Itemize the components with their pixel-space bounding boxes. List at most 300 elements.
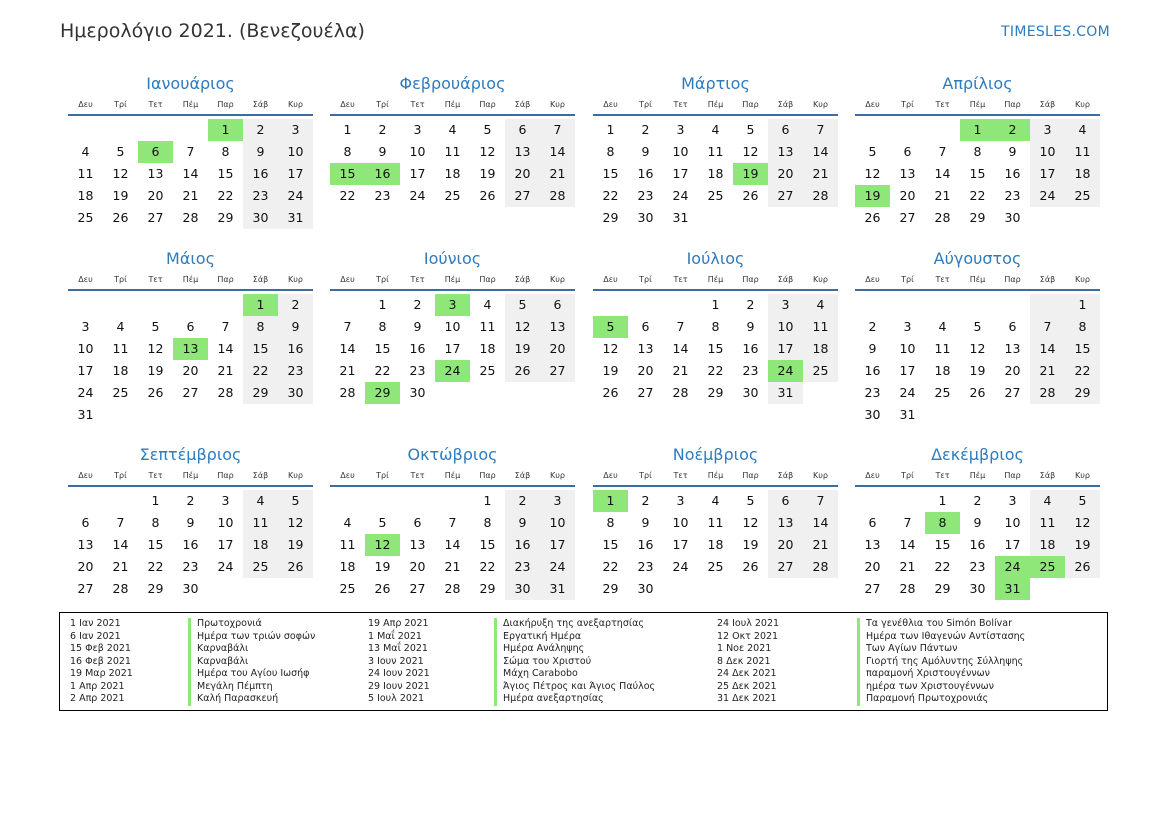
legend-holiday-name: παραμονή Χριστουγέννων bbox=[857, 668, 1025, 681]
day-cell: 29 bbox=[969, 210, 986, 225]
month-block bbox=[68, 247, 313, 426]
empty-cell bbox=[995, 294, 1030, 316]
day-cell: 20 bbox=[505, 163, 540, 185]
weekday-label: Δευ bbox=[603, 275, 618, 284]
day-cell: 31 bbox=[899, 407, 916, 422]
day-cell: 29 bbox=[602, 581, 619, 596]
day-cell: 15 bbox=[1065, 338, 1100, 360]
day-cell: 22 bbox=[339, 188, 356, 203]
legend-date: 1 Απρ 2021 bbox=[70, 680, 125, 692]
day-cell: 14 bbox=[540, 141, 575, 163]
day-grid bbox=[68, 487, 313, 600]
day-cell: 13 bbox=[768, 141, 803, 163]
weekday-label: Παρ bbox=[217, 275, 234, 284]
day-cell: 6 bbox=[1008, 319, 1017, 334]
day-cell: 5 bbox=[278, 490, 313, 512]
legend-holiday-name: Ημέρα του Αγίου Ιωσήφ bbox=[188, 668, 315, 681]
month-block bbox=[330, 443, 575, 600]
empty-cell bbox=[365, 490, 400, 512]
legend-date: 1 Μαΐ 2021 bbox=[368, 630, 422, 642]
legend-holiday-name: Παραμονή Πρωτοχρονιάς bbox=[857, 693, 1025, 706]
day-cell: 10 bbox=[217, 515, 234, 530]
holiday-day-cell: 3 bbox=[435, 294, 470, 316]
day-cell: 13 bbox=[147, 166, 164, 181]
day-cell: 18 bbox=[1030, 534, 1065, 556]
brand-link[interactable]: TIMESLES.COM bbox=[1001, 24, 1110, 40]
day-cell: 23 bbox=[742, 363, 759, 378]
holiday-day-cell: 1 bbox=[593, 490, 628, 512]
day-cell: 28 bbox=[899, 581, 916, 596]
legend-date: 3 Ιουν 2021 bbox=[368, 655, 424, 667]
day-cell: 2 bbox=[746, 297, 755, 312]
day-cell: 4 bbox=[803, 294, 838, 316]
day-cell: 19 bbox=[479, 166, 496, 181]
day-cell: 3 bbox=[676, 122, 685, 137]
day-cell: 23 bbox=[182, 559, 199, 574]
weekday-label: Τετ bbox=[935, 471, 950, 480]
day-cell: 27 bbox=[1004, 385, 1021, 400]
weekday-label: Τρί bbox=[901, 471, 914, 480]
holiday-day-cell: 1 bbox=[208, 119, 243, 141]
day-cell: 4 bbox=[483, 297, 492, 312]
legend-date: 1 Νοε 2021 bbox=[717, 643, 772, 654]
holiday-day-cell: 13 bbox=[173, 338, 208, 360]
weekday-header bbox=[855, 96, 1100, 116]
empty-cell bbox=[855, 294, 890, 316]
month-name: Δεκέμβριος bbox=[931, 445, 1024, 464]
day-cell: 7 bbox=[343, 319, 352, 334]
day-cell: 19 bbox=[969, 363, 986, 378]
day-cell: 27 bbox=[637, 385, 654, 400]
day-cell: 4 bbox=[711, 122, 720, 137]
month-block bbox=[68, 72, 313, 229]
day-cell: 24 bbox=[899, 385, 916, 400]
day-cell: 4 bbox=[711, 493, 720, 508]
day-cell: 25 bbox=[934, 385, 951, 400]
day-cell: 24 bbox=[217, 559, 234, 574]
weekday-label: Σάβ bbox=[514, 471, 531, 480]
day-cell: 16 bbox=[182, 537, 199, 552]
day-cell: 28 bbox=[339, 385, 356, 400]
day-cell: 7 bbox=[221, 319, 230, 334]
day-cell: 2 bbox=[378, 122, 387, 137]
weekday-label: Τετ bbox=[148, 100, 163, 109]
day-cell: 27 bbox=[768, 556, 803, 578]
holiday-day-cell: 8 bbox=[925, 512, 960, 534]
day-cell: 29 bbox=[243, 382, 278, 404]
day-cell: 4 bbox=[343, 515, 352, 530]
day-cell: 31 bbox=[77, 407, 94, 422]
day-cell: 11 bbox=[707, 515, 724, 530]
weekday-label: Παρ bbox=[479, 471, 496, 480]
weekday-label: Τρί bbox=[376, 471, 389, 480]
weekday-label: Πέμ bbox=[707, 275, 724, 284]
weekday-label: Κυρ bbox=[813, 100, 828, 109]
day-cell: 7 bbox=[676, 319, 685, 334]
holiday-day-cell: 19 bbox=[733, 163, 768, 185]
weekday-label: Τετ bbox=[935, 275, 950, 284]
weekday-label: Κυρ bbox=[1075, 100, 1090, 109]
weekday-label: Κυρ bbox=[550, 471, 565, 480]
holiday-day-cell: 12 bbox=[365, 534, 400, 556]
weekday-label: Τρί bbox=[114, 471, 127, 480]
day-cell: 8 bbox=[1065, 316, 1100, 338]
weekday-label: Κυρ bbox=[550, 100, 565, 109]
day-cell: 8 bbox=[378, 319, 387, 334]
holiday-legend bbox=[59, 612, 1108, 711]
day-cell: 3 bbox=[221, 493, 230, 508]
day-cell: 26 bbox=[278, 556, 313, 578]
holiday-day-cell: 25 bbox=[1030, 556, 1065, 578]
day-cell: 20 bbox=[864, 559, 881, 574]
day-cell: 26 bbox=[602, 385, 619, 400]
day-cell: 10 bbox=[768, 316, 803, 338]
weekday-label: Κυρ bbox=[288, 471, 303, 480]
day-cell: 21 bbox=[803, 163, 838, 185]
weekday-label: Σάβ bbox=[1039, 275, 1056, 284]
weekday-label: Πέμ bbox=[969, 275, 986, 284]
weekday-label: Πέμ bbox=[707, 100, 724, 109]
weekday-label: Τρί bbox=[639, 100, 652, 109]
legend-date: 8 Δεκ 2021 bbox=[717, 655, 771, 667]
day-cell: 24 bbox=[278, 185, 313, 207]
day-cell: 25 bbox=[707, 559, 724, 574]
day-cell: 29 bbox=[147, 581, 164, 596]
day-cell: 29 bbox=[217, 210, 234, 225]
day-cell: 18 bbox=[339, 559, 356, 574]
day-cell: 19 bbox=[602, 363, 619, 378]
day-cell: 28 bbox=[540, 185, 575, 207]
day-cell: 15 bbox=[707, 341, 724, 356]
day-cell: 18 bbox=[707, 166, 724, 181]
day-cell: 31 bbox=[278, 207, 313, 229]
legend-date: 1 Ιαν 2021 bbox=[70, 618, 121, 629]
legend-holiday-name: Ημέρα των Ιθαγενών Αντίστασης bbox=[857, 631, 1025, 644]
day-cell: 9 bbox=[505, 512, 540, 534]
weekday-header bbox=[330, 96, 575, 116]
legend-date: 24 Ιουν 2021 bbox=[368, 668, 430, 679]
day-cell: 13 bbox=[505, 141, 540, 163]
weekday-label: Σάβ bbox=[777, 275, 794, 284]
day-cell: 1 bbox=[938, 493, 947, 508]
weekday-label: Πέμ bbox=[444, 100, 461, 109]
legend-holiday-name: Σώμα του Χριστού bbox=[494, 656, 655, 669]
day-grid bbox=[855, 487, 1100, 600]
day-cell: 12 bbox=[742, 144, 759, 159]
day-cell: 26 bbox=[147, 385, 164, 400]
day-cell: 22 bbox=[707, 363, 724, 378]
day-cell: 1 bbox=[1065, 294, 1100, 316]
day-cell: 9 bbox=[278, 316, 313, 338]
day-cell: 8 bbox=[483, 515, 492, 530]
day-cell: 23 bbox=[409, 363, 426, 378]
day-cell: 3 bbox=[81, 319, 90, 334]
day-cell: 13 bbox=[768, 512, 803, 534]
day-cell: 7 bbox=[448, 515, 457, 530]
weekday-label: Τρί bbox=[376, 275, 389, 284]
day-cell: 10 bbox=[278, 141, 313, 163]
day-cell: 11 bbox=[339, 537, 356, 552]
day-cell: 4 bbox=[1030, 490, 1065, 512]
month-block bbox=[593, 247, 838, 404]
day-cell: 27 bbox=[899, 210, 916, 225]
weekday-label: Δευ bbox=[865, 471, 880, 480]
day-cell: 21 bbox=[182, 188, 199, 203]
day-cell: 6 bbox=[413, 515, 422, 530]
legend-date: 13 Μαΐ 2021 bbox=[368, 643, 428, 654]
legend-holiday-name: Άγιος Πέτρος και Άγιος Παύλος bbox=[494, 681, 655, 694]
weekday-label: Πέμ bbox=[444, 275, 461, 284]
day-cell: 13 bbox=[1004, 341, 1021, 356]
day-cell: 1 bbox=[483, 493, 492, 508]
weekday-label: Πέμ bbox=[707, 471, 724, 480]
day-cell: 8 bbox=[243, 316, 278, 338]
day-cell: 4 bbox=[243, 490, 278, 512]
month-name: Ιανουάριος bbox=[146, 74, 235, 93]
day-cell: 14 bbox=[182, 166, 199, 181]
day-cell: 11 bbox=[479, 319, 496, 334]
day-cell: 5 bbox=[151, 319, 160, 334]
day-cell: 25 bbox=[707, 188, 724, 203]
day-cell: 24 bbox=[540, 556, 575, 578]
day-cell: 25 bbox=[112, 385, 129, 400]
month-block bbox=[330, 72, 575, 207]
day-cell: 28 bbox=[112, 581, 129, 596]
day-cell: 9 bbox=[973, 515, 982, 530]
day-cell: 18 bbox=[77, 188, 94, 203]
day-cell: 21 bbox=[672, 363, 689, 378]
day-cell: 17 bbox=[672, 537, 689, 552]
day-cell: 9 bbox=[641, 515, 650, 530]
month-name: Νοέμβριος bbox=[672, 445, 759, 464]
month-block bbox=[330, 247, 575, 404]
empty-cell bbox=[68, 294, 103, 316]
day-cell: 27 bbox=[540, 360, 575, 382]
holiday-day-cell: 31 bbox=[995, 578, 1030, 600]
empty-cell bbox=[628, 294, 663, 316]
day-cell: 3 bbox=[903, 319, 912, 334]
day-cell: 8 bbox=[711, 319, 720, 334]
day-grid bbox=[330, 116, 575, 207]
legend-date: 16 Φεβ 2021 bbox=[70, 655, 131, 667]
day-cell: 26 bbox=[1065, 556, 1100, 578]
day-cell: 16 bbox=[969, 537, 986, 552]
weekday-label: Παρ bbox=[1004, 100, 1021, 109]
legend-date: 24 Ιουλ 2021 bbox=[717, 618, 780, 629]
day-cell: 12 bbox=[278, 512, 313, 534]
day-cell: 30 bbox=[637, 581, 654, 596]
day-cell: 6 bbox=[81, 515, 90, 530]
day-cell: 26 bbox=[505, 360, 540, 382]
page-title: Ημερολόγιο 2021. (Βενεζουέλα) bbox=[60, 20, 365, 42]
day-cell: 8 bbox=[606, 144, 615, 159]
weekday-label: Τετ bbox=[410, 275, 425, 284]
empty-cell bbox=[400, 490, 435, 512]
empty-cell bbox=[103, 119, 138, 141]
day-cell: 20 bbox=[768, 163, 803, 185]
day-cell: 8 bbox=[973, 144, 982, 159]
weekday-label: Δευ bbox=[340, 275, 355, 284]
day-cell: 12 bbox=[864, 166, 881, 181]
legend-date: 19 Απρ 2021 bbox=[368, 618, 429, 629]
month-name: Απρίλιος bbox=[942, 74, 1013, 93]
day-cell: 12 bbox=[479, 144, 496, 159]
weekday-header bbox=[593, 467, 838, 487]
day-cell: 6 bbox=[540, 294, 575, 316]
legend-date: 12 Οκτ 2021 bbox=[717, 630, 779, 642]
month-block bbox=[593, 72, 838, 229]
day-cell: 14 bbox=[112, 537, 129, 552]
empty-cell bbox=[663, 294, 698, 316]
day-cell: 7 bbox=[1030, 316, 1065, 338]
month-block bbox=[855, 72, 1100, 229]
empty-cell bbox=[855, 490, 890, 512]
day-cell: 11 bbox=[707, 144, 724, 159]
empty-cell bbox=[890, 119, 925, 141]
month-name: Μάιος bbox=[166, 249, 215, 268]
weekday-label: Τετ bbox=[410, 100, 425, 109]
holiday-day-cell: 24 bbox=[435, 360, 470, 382]
day-cell: 10 bbox=[899, 341, 916, 356]
day-cell: 27 bbox=[147, 210, 164, 225]
month-name: Οκτώβριος bbox=[407, 445, 498, 464]
day-cell: 25 bbox=[1065, 185, 1100, 207]
month-name: Μάρτιος bbox=[681, 74, 750, 93]
day-grid bbox=[855, 291, 1100, 426]
day-cell: 3 bbox=[413, 122, 422, 137]
day-cell: 13 bbox=[864, 537, 881, 552]
day-cell: 4 bbox=[116, 319, 125, 334]
weekday-header bbox=[855, 271, 1100, 291]
empty-cell bbox=[330, 490, 365, 512]
weekday-label: Δευ bbox=[865, 275, 880, 284]
day-cell: 21 bbox=[339, 363, 356, 378]
empty-cell bbox=[330, 294, 365, 316]
day-cell: 18 bbox=[112, 363, 129, 378]
day-cell: 20 bbox=[540, 338, 575, 360]
weekday-label: Σάβ bbox=[777, 471, 794, 480]
day-cell: 22 bbox=[243, 360, 278, 382]
day-grid bbox=[593, 116, 838, 229]
weekday-label: Τρί bbox=[114, 275, 127, 284]
weekday-label: Παρ bbox=[217, 100, 234, 109]
day-cell: 28 bbox=[444, 581, 461, 596]
weekday-label: Σάβ bbox=[1039, 100, 1056, 109]
holiday-day-cell: 2 bbox=[995, 119, 1030, 141]
day-cell: 30 bbox=[278, 382, 313, 404]
weekday-label: Παρ bbox=[1004, 275, 1021, 284]
day-cell: 9 bbox=[868, 341, 877, 356]
weekday-label: Δευ bbox=[78, 275, 93, 284]
legend-date: 6 Ιαν 2021 bbox=[70, 630, 121, 642]
day-cell: 12 bbox=[742, 515, 759, 530]
day-cell: 21 bbox=[217, 363, 234, 378]
day-cell: 29 bbox=[934, 581, 951, 596]
day-cell: 26 bbox=[969, 385, 986, 400]
day-cell: 20 bbox=[899, 188, 916, 203]
weekday-label: Κυρ bbox=[288, 100, 303, 109]
day-cell: 11 bbox=[803, 316, 838, 338]
day-cell: 21 bbox=[540, 163, 575, 185]
day-cell: 9 bbox=[413, 319, 422, 334]
day-cell: 11 bbox=[934, 341, 951, 356]
day-cell: 27 bbox=[77, 581, 94, 596]
day-cell: 23 bbox=[969, 559, 986, 574]
weekday-label: Δευ bbox=[603, 471, 618, 480]
day-cell: 4 bbox=[448, 122, 457, 137]
day-cell: 24 bbox=[672, 559, 689, 574]
weekday-label: Σάβ bbox=[252, 471, 269, 480]
day-cell: 6 bbox=[641, 319, 650, 334]
day-cell: 3 bbox=[768, 294, 803, 316]
day-cell: 30 bbox=[409, 385, 426, 400]
day-cell: 26 bbox=[742, 559, 759, 574]
day-cell: 7 bbox=[116, 515, 125, 530]
day-cell: 3 bbox=[540, 490, 575, 512]
legend-date: 24 Δεκ 2021 bbox=[717, 668, 777, 679]
day-cell: 28 bbox=[934, 210, 951, 225]
day-cell: 15 bbox=[602, 537, 619, 552]
empty-cell bbox=[208, 294, 243, 316]
legend-date: 29 Ιουν 2021 bbox=[368, 680, 430, 692]
legend-holiday-name: Ημέρα των τριών σοφών bbox=[188, 631, 315, 644]
day-cell: 18 bbox=[934, 363, 951, 378]
weekday-label: Τετ bbox=[148, 471, 163, 480]
day-cell: 23 bbox=[374, 188, 391, 203]
day-cell: 11 bbox=[77, 166, 94, 181]
day-cell: 17 bbox=[278, 163, 313, 185]
empty-cell bbox=[855, 119, 890, 141]
weekday-label: Σάβ bbox=[514, 100, 531, 109]
legend-holiday-name: ημέρα των Χριστουγέννων bbox=[857, 681, 1025, 694]
day-cell: 7 bbox=[803, 490, 838, 512]
legend-holiday-name: Των Αγίων Πάντων bbox=[857, 643, 1025, 656]
weekday-header bbox=[593, 96, 838, 116]
day-cell: 5 bbox=[483, 122, 492, 137]
day-cell: 11 bbox=[1030, 512, 1065, 534]
month-name: Ιούλιος bbox=[686, 249, 745, 268]
day-cell: 12 bbox=[969, 341, 986, 356]
day-cell: 16 bbox=[1004, 166, 1021, 181]
weekday-label: Τρί bbox=[901, 100, 914, 109]
day-cell: 8 bbox=[151, 515, 160, 530]
day-cell: 28 bbox=[803, 556, 838, 578]
day-cell: 23 bbox=[278, 360, 313, 382]
legend-date: 2 Απρ 2021 bbox=[70, 693, 125, 704]
day-cell: 6 bbox=[868, 515, 877, 530]
day-cell: 10 bbox=[672, 144, 689, 159]
weekday-label: Δευ bbox=[78, 471, 93, 480]
day-grid bbox=[330, 487, 575, 600]
day-cell: 13 bbox=[540, 316, 575, 338]
weekday-label: Παρ bbox=[479, 100, 496, 109]
day-cell: 12 bbox=[1065, 512, 1100, 534]
day-cell: 28 bbox=[1030, 382, 1065, 404]
day-cell: 19 bbox=[147, 363, 164, 378]
day-cell: 27 bbox=[182, 385, 199, 400]
day-cell: 18 bbox=[707, 537, 724, 552]
day-cell: 2 bbox=[973, 493, 982, 508]
empty-cell bbox=[103, 294, 138, 316]
day-cell: 5 bbox=[746, 493, 755, 508]
day-cell: 17 bbox=[1030, 163, 1065, 185]
day-cell: 22 bbox=[602, 559, 619, 574]
day-cell: 15 bbox=[969, 166, 986, 181]
day-cell: 17 bbox=[672, 166, 689, 181]
day-cell: 14 bbox=[899, 537, 916, 552]
day-cell: 23 bbox=[1004, 188, 1021, 203]
day-cell: 26 bbox=[374, 581, 391, 596]
